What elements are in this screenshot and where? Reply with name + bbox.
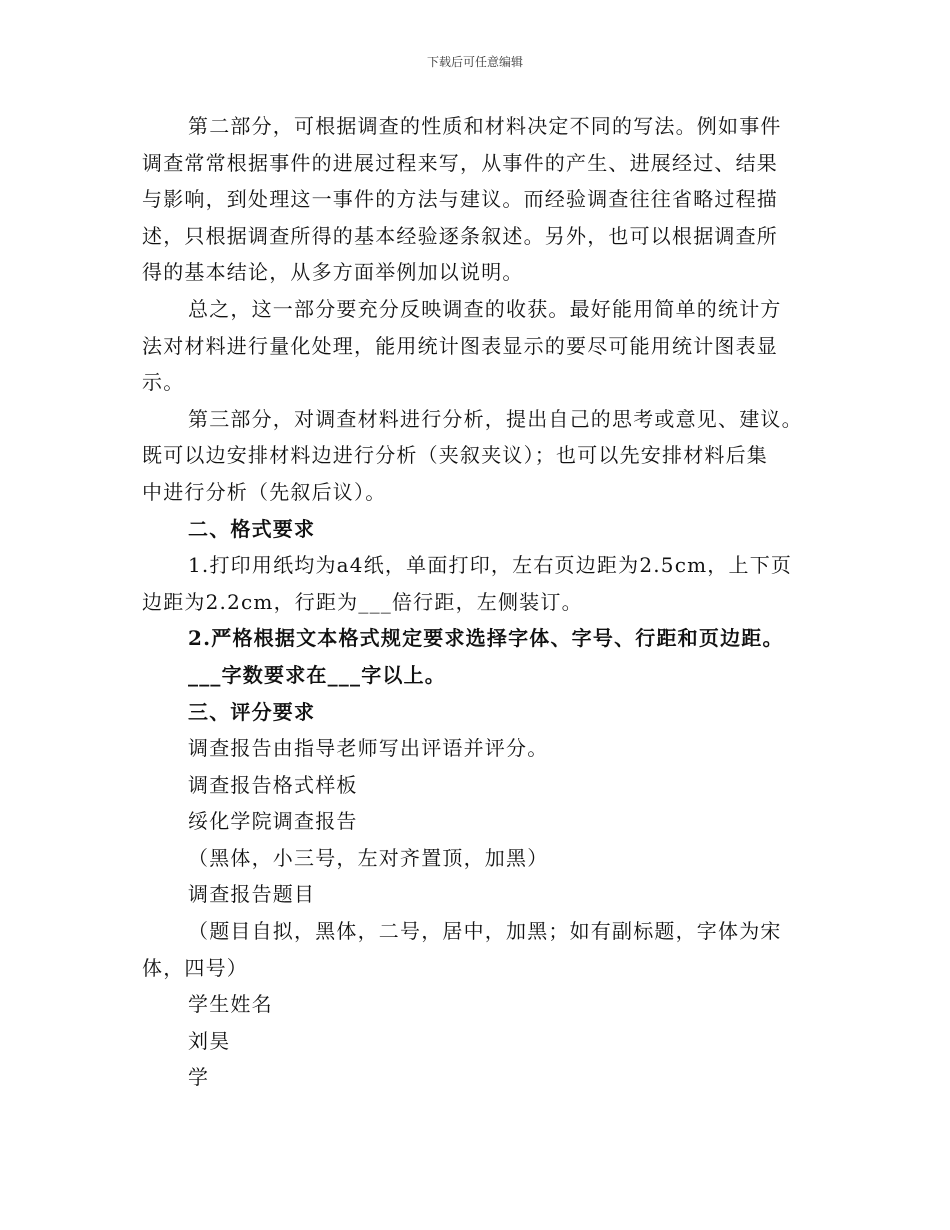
- text-line: 调查报告由指导老师写出评语并评分。: [188, 736, 549, 761]
- text-line: 既可以边安排材料边进行分析（夹叙夹议）；也可以先安排材料后集: [142, 443, 768, 468]
- text-line: （黑体，小三号，左对齐置顶，加黑）: [188, 845, 549, 870]
- text-line: 体，四号）: [142, 955, 248, 980]
- text-line: 述，只根据调查所得的基本经验逐条叙述。另外，也可以根据调查所: [142, 223, 778, 248]
- paragraph-format-rule-1: [142, 547, 812, 620]
- paragraph-school-report: [142, 803, 812, 840]
- paragraph-word-count: [142, 657, 812, 694]
- paragraph-font-note-2: [142, 913, 812, 986]
- text-line: 学: [188, 1065, 210, 1090]
- text-line: 第二部分，可根据调查的性质和材料决定不同的写法。例如事件: [188, 114, 782, 138]
- paragraph-scoring: [142, 730, 812, 767]
- paragraph-font-note-1: [142, 840, 812, 877]
- paragraph-template-title: [142, 767, 812, 804]
- heading-text: 二、格式要求: [188, 516, 316, 541]
- text-line: 示。: [142, 370, 185, 395]
- paragraph-format-rule-2: [142, 620, 812, 657]
- paragraph-trailing: [142, 1059, 812, 1096]
- text-line: 学生姓名: [188, 992, 273, 1017]
- section-heading-format: [142, 511, 812, 548]
- text-line: 调查报告题目: [188, 882, 316, 907]
- text-line: 与影响，到处理这一事件的方法与建议。而经验调查往往省略过程描: [142, 187, 778, 212]
- text-line: 调查常常根据事件的进展过程来写，从事件的产生、进展经过、结果: [142, 150, 778, 175]
- text-line: 2.严格根据文本格式规定要求选择字体、字号、行距和页边距。: [188, 626, 784, 651]
- paragraph-part-three: [142, 401, 812, 511]
- text-line: 边距为2.2cm，行距为___倍行距，左侧装订。: [142, 589, 583, 614]
- document-body: [142, 108, 812, 1096]
- text-line: 中进行分析（先叙后议）。: [142, 479, 387, 504]
- paragraph-part-two: [142, 108, 812, 291]
- text-line: 1.打印用纸均为a4纸，单面打印，左右页边距为2.5cm，上下页: [188, 553, 793, 578]
- paragraph-report-title: [142, 876, 812, 913]
- text-line: （题目自拟，黑体，二号，居中，加黑；如有副标题，字体为宋: [188, 919, 782, 944]
- text-line: 调查报告格式样板: [188, 772, 358, 797]
- text-line: 得的基本结论，从多方面举例加以说明。: [142, 260, 524, 285]
- text-line: 绥化学院调查报告: [188, 809, 358, 834]
- text-line: 第三部分，对调查材料进行分析，提出自己的思考或意见、建议。: [188, 406, 803, 431]
- heading-text: 三、评分要求: [188, 699, 316, 724]
- text-line: 总之，这一部分要充分反映调查的收获。最好能用简单的统计方: [188, 296, 782, 321]
- paragraph-student-name-label: [142, 986, 812, 1023]
- text-line: 法对材料进行量化处理，能用统计图表显示的要尽可能用统计图表显: [142, 333, 778, 358]
- paragraph-summary: [142, 291, 812, 401]
- text-line: ___字数要求在___字以上。: [188, 662, 446, 687]
- section-heading-scoring: [142, 694, 812, 731]
- text-line: 刘昊: [188, 1028, 231, 1053]
- paragraph-student-name: [142, 1023, 812, 1060]
- page-header: 下载后可任意编辑: [426, 55, 523, 69]
